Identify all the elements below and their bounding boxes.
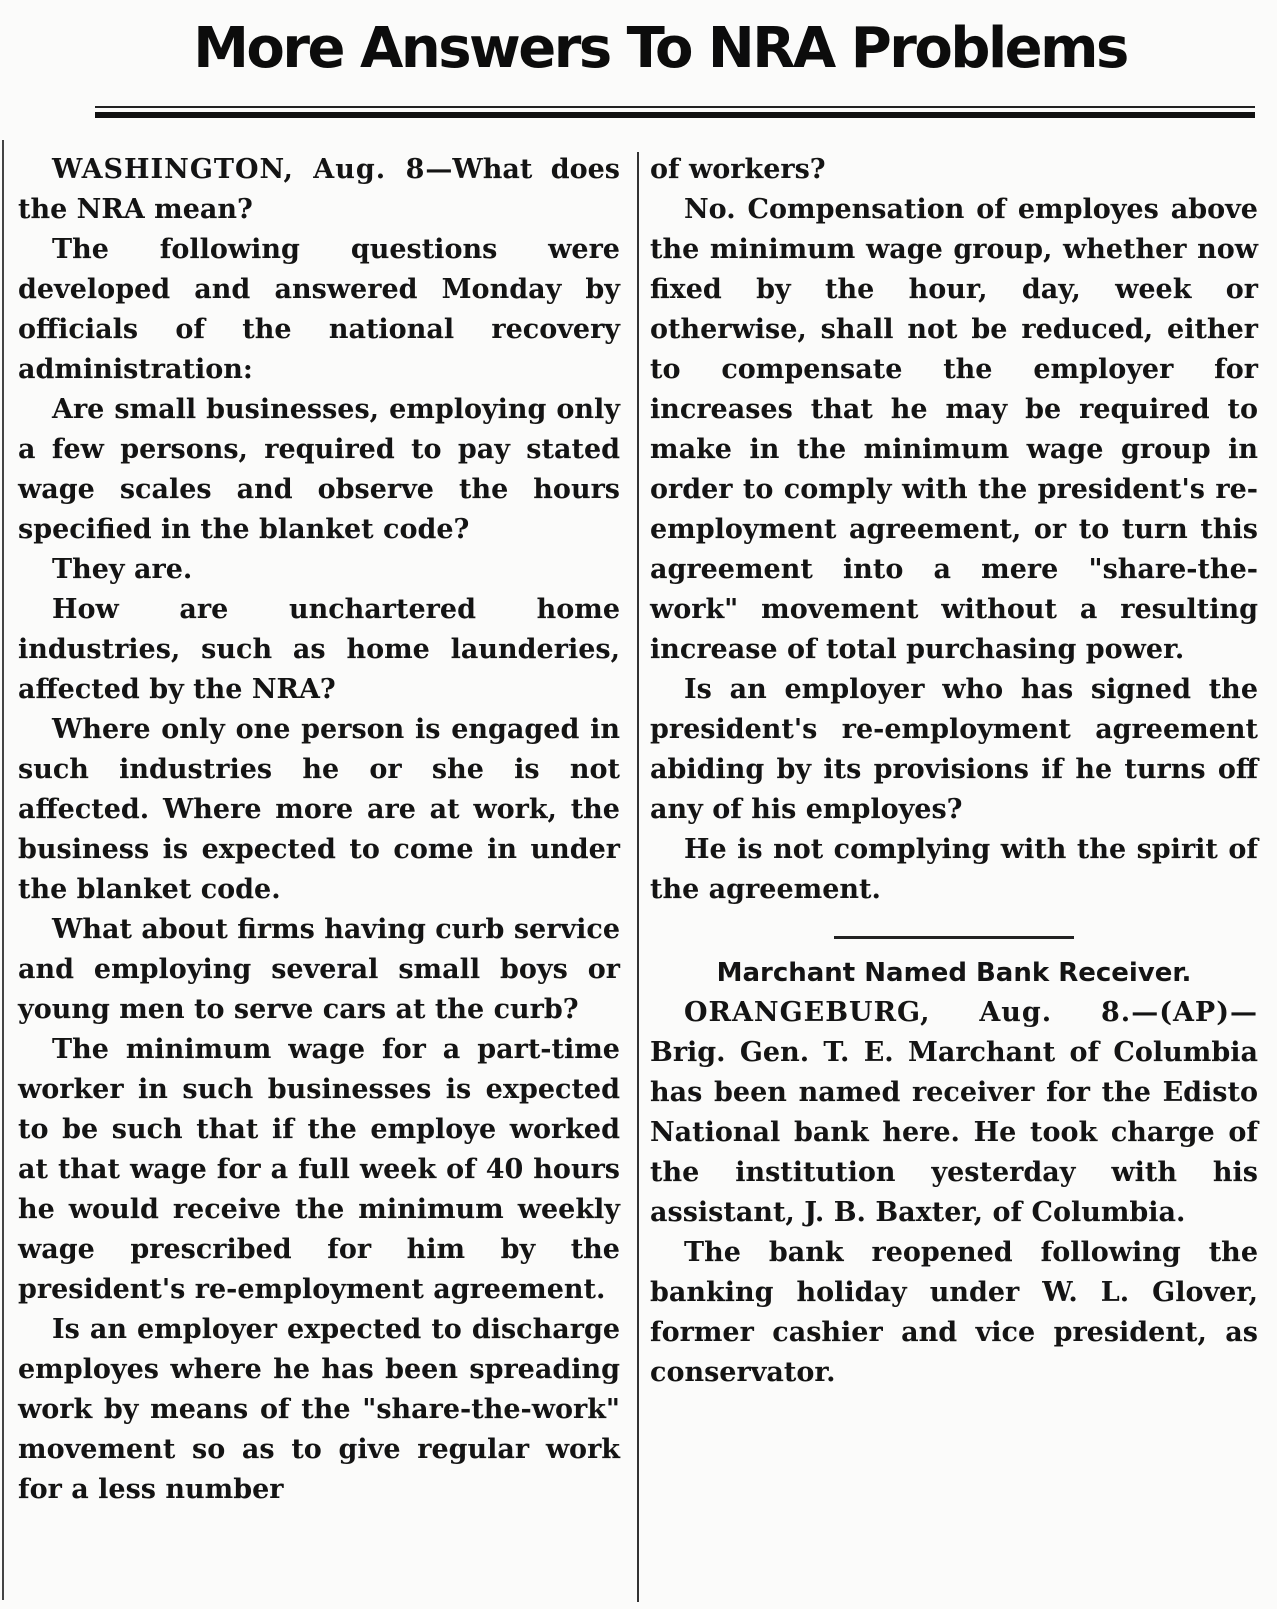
bank-story-lead-text: Brig. Gen. T. E. Marchant of Columbia has been named receiver for the Edisto National bank here. He took charge of the institution yesterday with his assistant, J. B. Baxter, of Columbia. [650,1037,1258,1228]
article-paragraph: He is not complying with the spirit of the agreement. [650,834,1258,905]
bank-story-subhead: Marchant Named Bank Receiver. [716,958,1192,988]
headline-rule-thin [95,106,1255,108]
article-paragraph: The bank reopened following the banking holiday under W. L. Glover, former cashier and vice president, as conservator. [650,1237,1258,1388]
article-paragraph: Are small businesses, employing only a few persons, required to pay stated wage scales and observe the hours specified in the blanket code? [18,394,620,545]
orangeburg-dateline: ORANGEBURG, Aug. 8.—(AP)— [684,997,1258,1028]
article-paragraph: Where only one person is engaged in such industries he or she is not affected. Where more are at work, the business is expected to come in under the blanket code. [18,714,620,905]
continued-text: of workers? [650,154,826,185]
left-column-edge-rule [2,140,4,1600]
column-divider [637,152,639,1602]
right-column [650,150,1258,1393]
headline: More Answers To NRA Problems [193,16,1127,81]
bank-story-lead-paragraph [650,993,1258,1233]
article-paragraph: How are unchartered home industries, such as home launderies, affected by the NRA? [18,594,620,705]
article-paragraph: Is an employer who has signed the president's re-employment agreement abiding by its provisions if he turns off any of his employes? [650,674,1258,825]
lead-question: —What does the NRA mean? [18,154,620,225]
article-paragraph: The minimum wage for a part-time worker in such businesses is expected to be such that if the employe worked at that wage for a full week of 40 hours he would receive the minimum weekly wage prescribed for him by the president's re-employment agreement. [18,1034,620,1305]
left-column [18,150,620,1510]
washington-dateline: WASHINGTON, Aug. 8 [52,154,426,185]
article-paragraph: No. Compensation of employes above the minimum wage group, whether now fixed by the hour, day, week or otherwise, shall not be reduced, either to compensate the employer for increases that he may be required to make in the minimum wage group in order to comply with the president's re-employment agreement, or to turn this agreement into a mere "share-the-work" movement without a resulting increase of total purchasing power. [650,194,1258,665]
article-paragraph: They are. [52,554,193,585]
headline-rule-thick [95,112,1255,118]
article-paragraph: What about firms having curb service and employing several small boys or young men to serve cars at the curb? [18,914,620,1025]
article-paragraph: The following questions were developed and answered Monday by officials of the national recovery administration: [18,234,620,385]
story-separator-rule [834,936,1074,939]
article-lead-paragraph [18,150,620,230]
article-paragraph: Is an employer expected to discharge employes where he has been spreading work by means of the "share-the-work" movement so as to give regular work for a less number [18,1314,620,1505]
